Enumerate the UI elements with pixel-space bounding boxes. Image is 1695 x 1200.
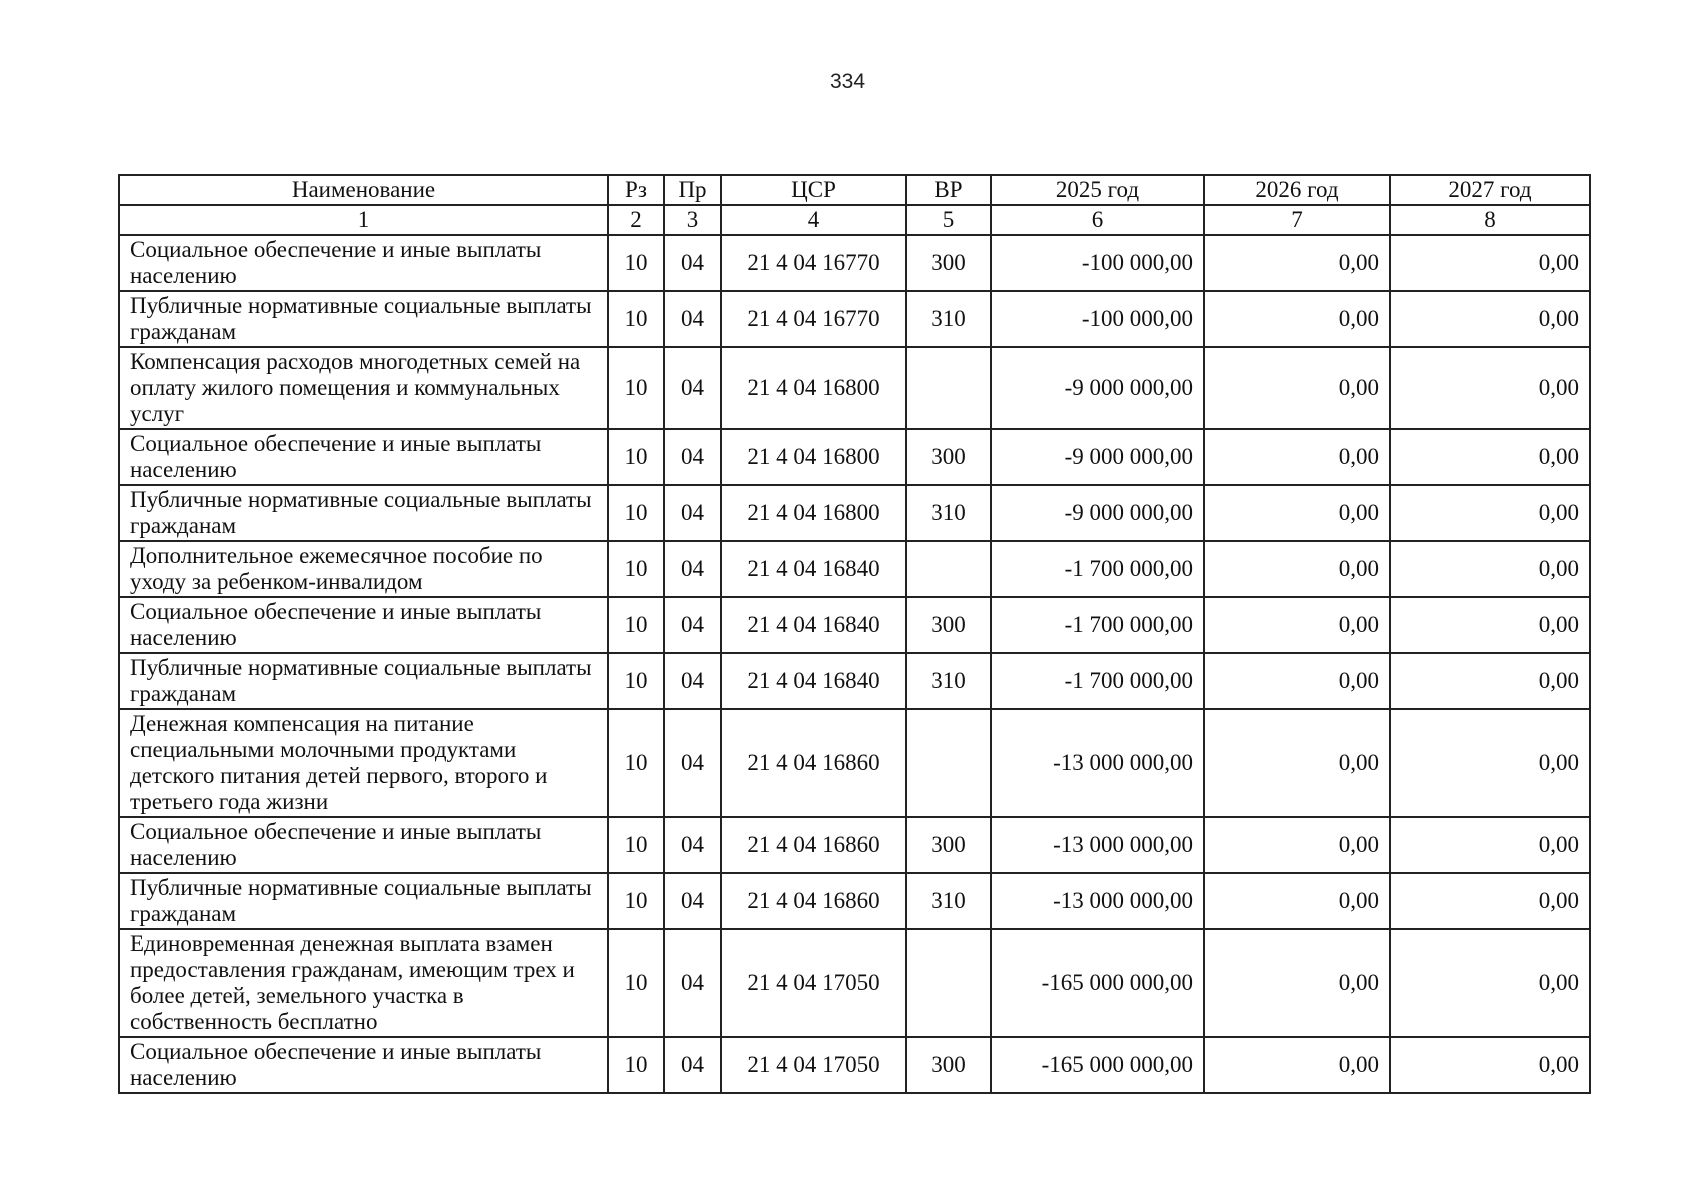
row-amount-2025: -100 000,00 bbox=[991, 291, 1204, 347]
row-pr: 04 bbox=[664, 1037, 721, 1093]
row-rz: 10 bbox=[608, 291, 664, 347]
header-csr: ЦСР bbox=[721, 175, 906, 205]
row-name: Социальное обеспечение и иные выплаты населению bbox=[119, 235, 608, 291]
row-pr: 04 bbox=[664, 709, 721, 817]
row-csr: 21 4 04 16840 bbox=[721, 597, 906, 653]
column-number: 2 bbox=[608, 205, 664, 235]
row-vr bbox=[906, 709, 991, 817]
row-amount-2026: 0,00 bbox=[1204, 485, 1390, 541]
row-pr: 04 bbox=[664, 347, 721, 429]
row-vr: 300 bbox=[906, 1037, 991, 1093]
row-csr: 21 4 04 17050 bbox=[721, 1037, 906, 1093]
row-pr: 04 bbox=[664, 485, 721, 541]
row-vr: 310 bbox=[906, 291, 991, 347]
row-amount-2025: -1 700 000,00 bbox=[991, 597, 1204, 653]
row-amount-2027: 0,00 bbox=[1390, 235, 1590, 291]
column-number: 8 bbox=[1390, 205, 1590, 235]
row-vr: 310 bbox=[906, 653, 991, 709]
row-amount-2026: 0,00 bbox=[1204, 929, 1390, 1037]
row-name: Публичные нормативные социальные выплаты гражданам bbox=[119, 291, 608, 347]
row-amount-2027: 0,00 bbox=[1390, 817, 1590, 873]
table-row bbox=[119, 291, 1590, 347]
header-year-2026: 2026 год bbox=[1204, 175, 1390, 205]
row-rz: 10 bbox=[608, 1037, 664, 1093]
row-vr bbox=[906, 929, 991, 1037]
table-row bbox=[119, 1037, 1590, 1093]
row-amount-2027: 0,00 bbox=[1390, 429, 1590, 485]
row-rz: 10 bbox=[608, 347, 664, 429]
table-row bbox=[119, 541, 1590, 597]
row-vr bbox=[906, 347, 991, 429]
row-amount-2025: -1 700 000,00 bbox=[991, 653, 1204, 709]
row-amount-2026: 0,00 bbox=[1204, 1037, 1390, 1093]
row-pr: 04 bbox=[664, 429, 721, 485]
table-row bbox=[119, 709, 1590, 817]
row-amount-2025: -1 700 000,00 bbox=[991, 541, 1204, 597]
row-amount-2025: -9 000 000,00 bbox=[991, 485, 1204, 541]
row-vr: 300 bbox=[906, 817, 991, 873]
row-csr: 21 4 04 16840 bbox=[721, 653, 906, 709]
row-amount-2026: 0,00 bbox=[1204, 429, 1390, 485]
row-rz: 10 bbox=[608, 541, 664, 597]
column-number: 4 bbox=[721, 205, 906, 235]
row-amount-2025: -9 000 000,00 bbox=[991, 429, 1204, 485]
page-number: 334 bbox=[829, 70, 866, 93]
row-csr: 21 4 04 16770 bbox=[721, 235, 906, 291]
row-rz: 10 bbox=[608, 429, 664, 485]
row-csr: 21 4 04 16860 bbox=[721, 873, 906, 929]
row-vr: 300 bbox=[906, 429, 991, 485]
header-row bbox=[119, 175, 1590, 205]
row-name: Публичные нормативные социальные выплаты гражданам bbox=[119, 873, 608, 929]
row-name: Социальное обеспечение и иные выплаты населению bbox=[119, 597, 608, 653]
row-rz: 10 bbox=[608, 709, 664, 817]
row-pr: 04 bbox=[664, 597, 721, 653]
row-vr: 300 bbox=[906, 597, 991, 653]
table-row bbox=[119, 873, 1590, 929]
header-vr: ВР bbox=[906, 175, 991, 205]
row-amount-2026: 0,00 bbox=[1204, 817, 1390, 873]
row-csr: 21 4 04 16840 bbox=[721, 541, 906, 597]
row-amount-2026: 0,00 bbox=[1204, 597, 1390, 653]
row-amount-2026: 0,00 bbox=[1204, 291, 1390, 347]
row-csr: 21 4 04 16800 bbox=[721, 485, 906, 541]
row-name: Социальное обеспечение и иные выплаты населению bbox=[119, 1037, 608, 1093]
row-amount-2025: -165 000 000,00 bbox=[991, 1037, 1204, 1093]
header-rz: Рз bbox=[608, 175, 664, 205]
table-row bbox=[119, 597, 1590, 653]
column-number: 1 bbox=[119, 205, 608, 235]
row-amount-2025: -13 000 000,00 bbox=[991, 709, 1204, 817]
header-name: Наименование bbox=[119, 175, 608, 205]
row-pr: 04 bbox=[664, 235, 721, 291]
row-amount-2027: 0,00 bbox=[1390, 653, 1590, 709]
row-amount-2027: 0,00 bbox=[1390, 485, 1590, 541]
row-pr: 04 bbox=[664, 291, 721, 347]
row-name: Единовременная денежная выплата взамен предоставления гражданам, имеющим трех и более детей, земельного участка в собственность бесплатно bbox=[119, 929, 608, 1037]
row-amount-2027: 0,00 bbox=[1390, 347, 1590, 429]
row-rz: 10 bbox=[608, 597, 664, 653]
row-rz: 10 bbox=[608, 929, 664, 1037]
table-row bbox=[119, 653, 1590, 709]
row-vr: 310 bbox=[906, 873, 991, 929]
row-amount-2026: 0,00 bbox=[1204, 541, 1390, 597]
header-year-2025: 2025 год bbox=[991, 175, 1204, 205]
row-name: Публичные нормативные социальные выплаты гражданам bbox=[119, 653, 608, 709]
row-rz: 10 bbox=[608, 817, 664, 873]
row-rz: 10 bbox=[608, 485, 664, 541]
row-csr: 21 4 04 17050 bbox=[721, 929, 906, 1037]
row-amount-2026: 0,00 bbox=[1204, 709, 1390, 817]
row-amount-2025: -13 000 000,00 bbox=[991, 873, 1204, 929]
row-amount-2027: 0,00 bbox=[1390, 873, 1590, 929]
row-amount-2026: 0,00 bbox=[1204, 873, 1390, 929]
row-pr: 04 bbox=[664, 929, 721, 1037]
row-amount-2026: 0,00 bbox=[1204, 653, 1390, 709]
row-rz: 10 bbox=[608, 235, 664, 291]
row-amount-2027: 0,00 bbox=[1390, 291, 1590, 347]
row-vr: 310 bbox=[906, 485, 991, 541]
row-amount-2027: 0,00 bbox=[1390, 709, 1590, 817]
table-row bbox=[119, 347, 1590, 429]
row-pr: 04 bbox=[664, 817, 721, 873]
table-row bbox=[119, 485, 1590, 541]
column-number: 3 bbox=[664, 205, 721, 235]
table-body bbox=[119, 235, 1590, 1093]
header-pr: Пр bbox=[664, 175, 721, 205]
table-row bbox=[119, 817, 1590, 873]
budget-table bbox=[118, 174, 1591, 1094]
row-vr: 300 bbox=[906, 235, 991, 291]
row-name: Денежная компенсация на питание специальными молочными продуктами детского питания детей первого, второго и третьего года жизни bbox=[119, 709, 608, 817]
row-amount-2026: 0,00 bbox=[1204, 347, 1390, 429]
header-year-2027: 2027 год bbox=[1390, 175, 1590, 205]
row-vr bbox=[906, 541, 991, 597]
row-name: Социальное обеспечение и иные выплаты населению bbox=[119, 429, 608, 485]
row-csr: 21 4 04 16770 bbox=[721, 291, 906, 347]
column-number-row bbox=[119, 205, 1590, 235]
row-rz: 10 bbox=[608, 873, 664, 929]
row-amount-2027: 0,00 bbox=[1390, 597, 1590, 653]
column-number: 6 bbox=[991, 205, 1204, 235]
row-amount-2027: 0,00 bbox=[1390, 541, 1590, 597]
row-name: Публичные нормативные социальные выплаты гражданам bbox=[119, 485, 608, 541]
column-number: 7 bbox=[1204, 205, 1390, 235]
row-rz: 10 bbox=[608, 653, 664, 709]
row-amount-2026: 0,00 bbox=[1204, 235, 1390, 291]
row-amount-2025: -100 000,00 bbox=[991, 235, 1204, 291]
row-csr: 21 4 04 16800 bbox=[721, 429, 906, 485]
row-name: Дополнительное ежемесячное пособие по уходу за ребенком-инвалидом bbox=[119, 541, 608, 597]
row-pr: 04 bbox=[664, 653, 721, 709]
row-amount-2025: -13 000 000,00 bbox=[991, 817, 1204, 873]
table-row bbox=[119, 235, 1590, 291]
row-amount-2025: -9 000 000,00 bbox=[991, 347, 1204, 429]
table-row bbox=[119, 429, 1590, 485]
row-amount-2027: 0,00 bbox=[1390, 929, 1590, 1037]
row-csr: 21 4 04 16800 bbox=[721, 347, 906, 429]
row-name: Компенсация расходов многодетных семей на оплату жилого помещения и коммунальных услуг bbox=[119, 347, 608, 429]
row-csr: 21 4 04 16860 bbox=[721, 709, 906, 817]
row-csr: 21 4 04 16860 bbox=[721, 817, 906, 873]
row-pr: 04 bbox=[664, 541, 721, 597]
row-amount-2027: 0,00 bbox=[1390, 1037, 1590, 1093]
column-number: 5 bbox=[906, 205, 991, 235]
row-pr: 04 bbox=[664, 873, 721, 929]
table-row bbox=[119, 929, 1590, 1037]
row-name: Социальное обеспечение и иные выплаты населению bbox=[119, 817, 608, 873]
row-amount-2025: -165 000 000,00 bbox=[991, 929, 1204, 1037]
